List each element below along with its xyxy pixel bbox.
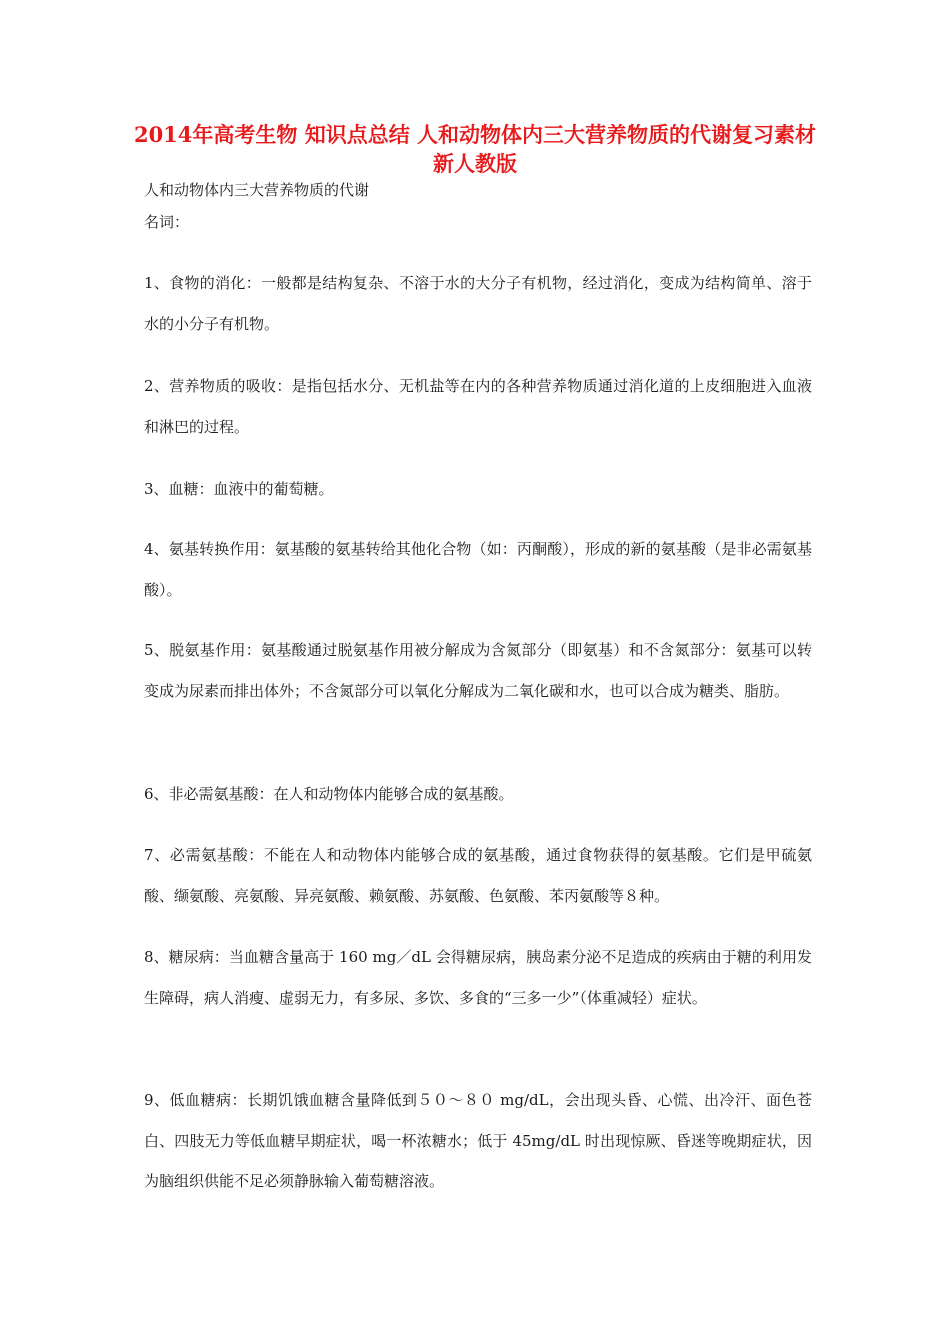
item-number: 6、 — [144, 785, 169, 803]
section-label: 名词： — [144, 213, 190, 231]
item-text: 食物的消化：一般都是结构复杂、不溶于水的大分子有机物，经过消化，变成为结构简单、溶于水的小分子有机物。 — [144, 274, 812, 333]
item-text: 糖尿病：当血糖含量高于 160 mg／dL 会得糖尿病，胰岛素分泌不足造成的疾病由于糖的利用发生障碍，病人消瘦、虚弱无力，有多尿、多饮、多食的“三多一少”（体重减轻）症状。 — [144, 948, 813, 1007]
item-text: 必需氨基酸：不能在人和动物体内能够合成的氨基酸，通过食物获得的氨基酸。它们是甲硫氨酸、缬氨酸、亮氨酸、异亮氨酸、赖氨酸、苏氨酸、色氨酸、苯丙氨酸等８种。 — [144, 846, 812, 905]
document-title: 2014年高考生物 知识点总结 人和动物体内三大营养物质的代谢复习素材 新人教版 — [133, 122, 817, 176]
item-text: 氨基转换作用：氨基酸的氨基转给其他化合物（如：丙酮酸），形成的新的氨基酸（是非必需氨基酸）。 — [144, 540, 813, 599]
list-item — [144, 1080, 812, 1202]
document-subtitle: 人和动物体内三大营养物质的代谢 — [144, 181, 370, 199]
item-text: 非必需氨基酸：在人和动物体内能够合成的氨基酸。 — [168, 785, 514, 803]
item-number: 2、 — [144, 377, 170, 395]
item-text: 营养物质的吸收：是指包括水分、无机盐等在内的各种营养物质通过消化道的上皮细胞进入血液和淋巴的过程。 — [144, 377, 812, 436]
item-number: 5、 — [144, 641, 170, 659]
list-item — [144, 937, 812, 1018]
list-item — [144, 366, 812, 447]
list-item — [144, 630, 812, 711]
list-item — [144, 469, 812, 510]
item-number: 4、 — [144, 540, 169, 558]
item-number: 9、 — [144, 1091, 170, 1109]
item-number: 7、 — [144, 846, 170, 864]
list-item — [144, 529, 812, 610]
item-text: 低血糖病：长期饥饿血糖含量降低到５０～８０ mg/dL，会出现头昏、心慌、出冷汗、面色苍白、四肢无力等低血糖早期症状，喝一杯浓糖水；低于 45mg/dL 时出现惊厥、昏迷等晚期症状，因为脑组织供能不足必须静脉输入葡萄糖溶液。 — [144, 1091, 812, 1190]
item-number: 8、 — [144, 948, 169, 966]
item-text: 脱氨基作用：氨基酸通过脱氨基作用被分解成为含氮部分（即氨基）和不含氮部分：氨基可以转变成为尿素而排出体外；不含氮部分可以氧化分解成为二氧化碳和水，也可以合成为糖类、脂肪。 — [144, 641, 812, 700]
list-item — [144, 263, 812, 344]
item-number: 3、 — [144, 480, 169, 498]
list-item — [144, 774, 812, 815]
list-item — [144, 835, 812, 916]
item-number: 1、 — [144, 274, 170, 292]
item-text: 血糖：血液中的葡萄糖。 — [168, 480, 334, 498]
